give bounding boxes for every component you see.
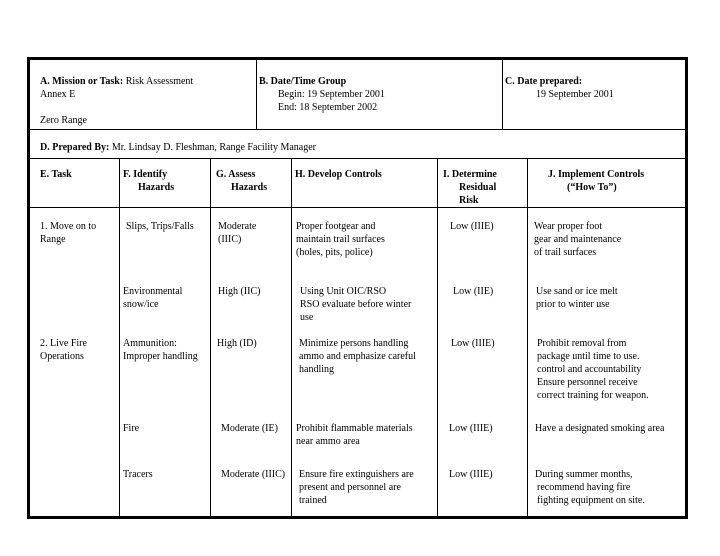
row-3-controls-line-1: Minimize persons handling xyxy=(299,338,409,349)
row-1-assess-line-1: Moderate xyxy=(218,221,257,232)
row-2-implement-line-1: Use sand or ice melt xyxy=(536,286,618,297)
mission-label: A. Mission or Task: xyxy=(40,76,124,87)
row-5-residual: Low (IIIE) xyxy=(449,469,493,480)
date-prepared-label: C. Date prepared: xyxy=(505,76,583,87)
datetime-begin: Begin: 19 September 2001 xyxy=(278,89,385,100)
row-3-implement-line-1: Prohibit removal from xyxy=(537,338,627,349)
row-2-residual: Low (IIE) xyxy=(453,286,494,297)
row-3-task-line-1: 2. Live Fire xyxy=(40,338,87,349)
header-assess-2: Hazards xyxy=(231,182,268,193)
date-prepared-value: 19 September 2001 xyxy=(536,89,614,100)
column-divider xyxy=(527,159,528,516)
row-3-task-line-2: Operations xyxy=(40,351,84,362)
row-1-controls-line-3: (holes, pits, police) xyxy=(296,247,373,258)
row-4-assess: Moderate (IE) xyxy=(221,423,278,434)
prepared-by-value: Mr. Lindsay D. Fleshman, Range Facility Manager xyxy=(111,142,316,153)
row-1-implement-line-1: Wear proper foot xyxy=(534,221,603,232)
row-4-controls-line-1: Prohibit flammable materials xyxy=(296,423,413,434)
header-controls: H. Develop Controls xyxy=(295,169,382,180)
column-divider xyxy=(119,159,120,516)
header-hazards-1: F. Identify xyxy=(123,169,168,180)
header-residual-3: Risk xyxy=(459,195,479,206)
header-implement-2: (“How To”) xyxy=(567,182,617,193)
mission-line3: Zero Range xyxy=(40,115,87,126)
row-3-assess: High (ID) xyxy=(217,338,257,349)
column-divider xyxy=(210,159,211,516)
row-3-implement-line-5: correct training for weapon. xyxy=(537,390,649,401)
row-2-controls-line-2: RSO evaluate before winter xyxy=(300,299,412,310)
row-4-implement: Have a designated smoking area xyxy=(535,423,665,434)
row-3-residual: Low (IIIE) xyxy=(451,338,495,349)
divider xyxy=(30,158,685,159)
row-5-assess: Moderate (IIIC) xyxy=(221,469,286,480)
row-1-controls-line-2: maintain trail surfaces xyxy=(296,234,385,245)
row-2-controls-line-1: Using Unit OIC/RSO xyxy=(300,286,387,297)
row-5-implement-line-1: During summer months, xyxy=(535,469,633,480)
row-3-hazard-line-2: Improper handling xyxy=(123,351,198,362)
column-divider xyxy=(437,159,438,516)
divider xyxy=(30,129,685,130)
row-1-residual: Low (IIIE) xyxy=(450,221,494,232)
row-5-hazard: Tracers xyxy=(123,469,153,480)
row-5-controls-line-1: Ensure fire extinguishers are xyxy=(299,469,414,480)
header-task: E. Task xyxy=(40,169,72,180)
row-1-implement-line-2: gear and maintenance xyxy=(534,234,622,245)
row-3-hazard-line-1: Ammunition: xyxy=(123,338,177,349)
header-implement-1: J. Implement Controls xyxy=(548,169,645,180)
prepared-by-label: D. Prepared By: xyxy=(40,142,110,153)
row-1-controls-line-1: Proper footgear and xyxy=(296,221,376,232)
row-2-hazard-line-1: Environmental xyxy=(123,286,183,297)
divider xyxy=(30,207,685,208)
row-5-controls-line-2: present and personnel are xyxy=(299,482,401,493)
row-2-implement-line-2: prior to winter use xyxy=(536,299,610,310)
row-2-hazard-line-2: snow/ice xyxy=(123,299,159,310)
row-2-assess: High (IIC) xyxy=(218,286,261,297)
row-4-residual: Low (IIIE) xyxy=(449,423,493,434)
column-divider xyxy=(291,159,292,516)
row-5-controls-line-3: trained xyxy=(299,495,327,506)
row-4-hazard: Fire xyxy=(123,423,140,434)
row-3-controls-line-3: handling xyxy=(299,364,334,375)
row-1-task-line-1: 1. Move on to xyxy=(40,221,97,232)
mission-value: Risk Assessment xyxy=(125,76,194,87)
divider xyxy=(502,60,503,129)
header-hazards-2: Hazards xyxy=(138,182,175,193)
row-5-implement-line-3: fighting equipment on site. xyxy=(537,495,645,506)
header-residual-2: Residual xyxy=(459,182,497,193)
row-3-implement-line-2: package until time to use. xyxy=(537,351,640,362)
header-residual-1: I. Determine xyxy=(443,169,497,180)
row-2-controls-line-3: use xyxy=(300,312,314,323)
row-1-hazard: Slips, Trips/Falls xyxy=(126,221,194,232)
mission-field xyxy=(40,75,193,88)
prepared-by-field xyxy=(40,141,316,154)
row-5-implement-line-2: recommend having fire xyxy=(537,482,631,493)
row-3-implement-line-3: control and accountability xyxy=(537,364,642,375)
datetime-label: B. Date/Time Group xyxy=(259,76,347,87)
mission-line2: Annex E xyxy=(40,89,76,100)
row-1-assess-line-2: (IIIC) xyxy=(218,234,242,245)
datetime-end: End: 18 September 2002 xyxy=(278,102,378,113)
row-1-task-line-2: Range xyxy=(40,234,66,245)
row-4-controls-line-2: near ammo area xyxy=(296,436,360,447)
divider xyxy=(256,60,257,129)
header-assess-1: G. Assess xyxy=(216,169,256,180)
row-3-controls-line-2: ammo and emphasize careful xyxy=(299,351,416,362)
row-1-implement-line-3: of trail surfaces xyxy=(534,247,597,258)
row-3-implement-line-4: Ensure personnel receive xyxy=(537,377,638,388)
